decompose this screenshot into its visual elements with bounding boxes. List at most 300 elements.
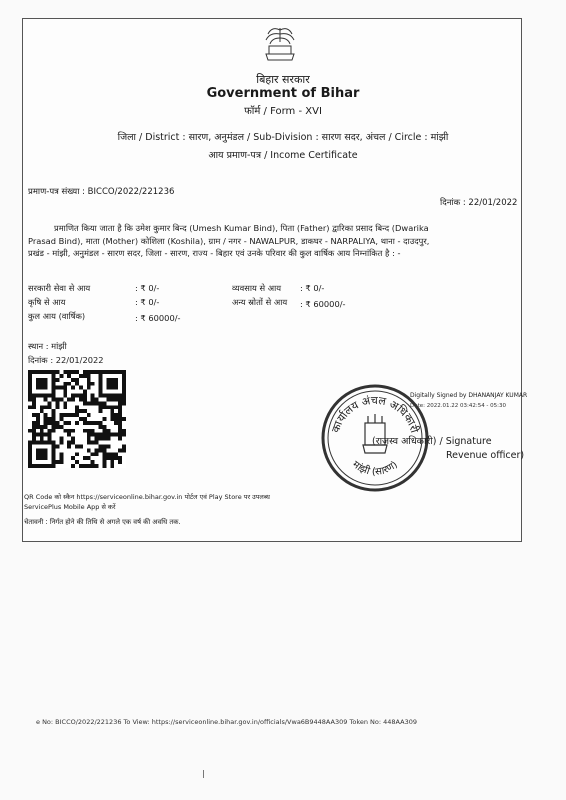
- qr-module: [106, 452, 110, 456]
- seal-bottom-text: मांझी (सारण): [350, 459, 400, 478]
- qr-module: [67, 382, 71, 386]
- total-income-value: : ₹ 60000/-: [135, 313, 181, 323]
- qr-module: [91, 421, 95, 425]
- qr-module: [63, 429, 67, 433]
- qr-module: [67, 441, 71, 445]
- qr-module: [99, 394, 103, 398]
- qr-module: [110, 370, 114, 374]
- qr-module: [67, 433, 71, 437]
- qr-module: [91, 401, 95, 405]
- qr-module: [99, 382, 103, 386]
- qr-module: [44, 456, 48, 460]
- qr-module: [91, 382, 95, 386]
- qr-module: [55, 405, 59, 409]
- qr-module: [52, 452, 56, 456]
- qr-module: [122, 374, 126, 378]
- body-line: Prasad Bind), माता (Mother) कोशिला (Koshila), ग्राम / नगर - NAWALPUR, डाकघर - NARPALIYA, थाना - दाउदपुर,: [28, 235, 430, 246]
- qr-module: [110, 397, 114, 401]
- qr-module: [67, 421, 71, 425]
- qr-module: [32, 441, 36, 445]
- qr-module: [91, 433, 95, 437]
- qr-module: [40, 394, 44, 398]
- qr-module: [106, 405, 110, 409]
- qr-module: [52, 417, 56, 421]
- qr-module: [87, 386, 91, 390]
- qr-module: [36, 464, 40, 468]
- qr-module: [99, 370, 103, 374]
- qr-module: [48, 441, 52, 445]
- qr-module: [28, 386, 32, 390]
- qr-module: [106, 386, 110, 390]
- qr-module: [40, 386, 44, 390]
- qr-module: [75, 444, 79, 448]
- qr-module: [79, 397, 83, 401]
- qr-module: [52, 374, 56, 378]
- qr-module: [40, 378, 44, 382]
- qr-module: [75, 405, 79, 409]
- qr-module: [99, 444, 103, 448]
- qr-module: [99, 437, 103, 441]
- qr-module: [40, 456, 44, 460]
- qr-module: [52, 394, 56, 398]
- other-income-label: अन्य स्रोतों से आय: [232, 297, 288, 307]
- qr-module: [48, 405, 52, 409]
- qr-module: [87, 401, 91, 405]
- scan-mark: [203, 770, 204, 778]
- qr-module: [36, 417, 40, 421]
- qr-module: [122, 382, 126, 386]
- govt-income-value: : ₹ 0/-: [135, 283, 160, 293]
- qr-module: [59, 386, 63, 390]
- qr-module: [40, 409, 44, 413]
- qr-module: [75, 452, 79, 456]
- qr-module: [44, 448, 48, 452]
- qr-module: [102, 394, 106, 398]
- qr-module: [28, 405, 32, 409]
- qr-module: [44, 464, 48, 468]
- qr-module: [83, 394, 87, 398]
- seal-top-text: कार्यालय अंचल अधिकारी: [328, 393, 421, 435]
- qr-module: [63, 394, 67, 398]
- qr-module: [87, 464, 91, 468]
- qr-module: [118, 409, 122, 413]
- qr-module: [83, 374, 87, 378]
- qr-module: [118, 401, 122, 405]
- qr-module: [106, 382, 110, 386]
- qr-module: [87, 433, 91, 437]
- qr-module: [44, 370, 48, 374]
- qr-module: [95, 441, 99, 445]
- qr-module: [110, 433, 114, 437]
- qr-module: [52, 390, 56, 394]
- qr-module: [83, 397, 87, 401]
- qr-module: [52, 409, 56, 413]
- qr-module: [102, 437, 106, 441]
- qr-module: [67, 374, 71, 378]
- state-name-hindi: बिहार सरकार: [256, 73, 310, 86]
- qr-module: [75, 460, 79, 464]
- qr-module: [67, 397, 71, 401]
- qr-module: [99, 401, 103, 405]
- qr-module: [71, 429, 75, 433]
- qr-module: [79, 374, 83, 378]
- qr-module: [59, 460, 63, 464]
- qr-module: [32, 437, 36, 441]
- qr-module: [63, 382, 67, 386]
- qr-module: [122, 370, 126, 374]
- qr-module: [102, 456, 106, 460]
- qr-module: [63, 401, 67, 405]
- verification-footer: e No: BICCO/2022/221236 To View: https://serviceonline.bihar.gov.in/officials/Vwa6B9448AA309 Token No: 448AA309: [36, 718, 418, 726]
- qr-module: [36, 370, 40, 374]
- qr-module: [63, 413, 67, 417]
- qr-module: [32, 405, 36, 409]
- qr-module: [87, 456, 91, 460]
- qr-module: [95, 397, 99, 401]
- qr-module: [106, 433, 110, 437]
- qr-module: [44, 425, 48, 429]
- qr-module: [71, 456, 75, 460]
- qr-module: [95, 433, 99, 437]
- jurisdiction-line: जिला / District : सारण, अनुमंडल / Sub-Division : सारण सदर, अंचल / Circle : मांझी: [117, 132, 449, 143]
- qr-module: [75, 370, 79, 374]
- qr-module: [52, 448, 56, 452]
- qr-module: [32, 464, 36, 468]
- qr-module: [71, 386, 75, 390]
- qr-module: [99, 433, 103, 437]
- qr-module: [114, 421, 118, 425]
- qr-module: [32, 397, 36, 401]
- qr-module: [106, 444, 110, 448]
- qr-module: [118, 413, 122, 417]
- qr-module: [118, 460, 122, 464]
- qr-module: [75, 421, 79, 425]
- qr-module: [52, 429, 56, 433]
- qr-note-line: QR Code को स्कैन https://serviceonline.bihar.gov.in पोर्टल एवं Play Store पर उपलब्ध: [24, 493, 270, 501]
- qr-module: [87, 413, 91, 417]
- qr-module: [44, 386, 48, 390]
- qr-module: [52, 425, 56, 429]
- qr-module: [28, 441, 32, 445]
- qr-module: [40, 382, 44, 386]
- qr-module: [95, 401, 99, 405]
- qr-module: [91, 452, 95, 456]
- qr-module: [28, 448, 32, 452]
- qr-module: [118, 448, 122, 452]
- form-number: फॉर्म / Form - XVI: [244, 106, 322, 117]
- qr-module: [106, 378, 110, 382]
- digital-signature-date: Date: 2022.01.22 03:42:54 - 05:30: [410, 403, 507, 409]
- qr-module: [63, 421, 67, 425]
- signatory-role: (राजस्व अधिकारी) / Signature: [372, 436, 492, 447]
- qr-module: [71, 441, 75, 445]
- qr-module: [99, 390, 103, 394]
- qr-module: [83, 401, 87, 405]
- qr-module: [118, 417, 122, 421]
- qr-module: [32, 401, 36, 405]
- qr-module: [44, 452, 48, 456]
- qr-module: [40, 405, 44, 409]
- qr-module: [110, 382, 114, 386]
- qr-module: [95, 448, 99, 452]
- qr-module: [28, 429, 32, 433]
- qr-module: [102, 464, 106, 468]
- qr-module: [40, 433, 44, 437]
- qr-module: [102, 405, 106, 409]
- qr-module: [118, 425, 122, 429]
- qr-module: [55, 397, 59, 401]
- qr-module: [114, 433, 118, 437]
- state-name-english: Government of Bihar: [206, 86, 360, 101]
- qr-module: [28, 456, 32, 460]
- qr-module: [59, 397, 63, 401]
- qr-module: [52, 421, 56, 425]
- qr-module: [110, 464, 114, 468]
- qr-module: [44, 417, 48, 421]
- qr-module: [44, 394, 48, 398]
- qr-module: [87, 448, 91, 452]
- qr-module: [114, 394, 118, 398]
- qr-module: [122, 417, 126, 421]
- agri-income-value: : ₹ 0/-: [135, 297, 160, 307]
- agri-income-label: कृषि से आय: [28, 297, 66, 307]
- qr-module: [32, 421, 36, 425]
- qr-module: [99, 374, 103, 378]
- qr-module: [95, 421, 99, 425]
- qr-module: [52, 460, 56, 464]
- qr-module: [79, 464, 83, 468]
- certificate-body: [28, 222, 516, 260]
- qr-module: [59, 441, 63, 445]
- qr-module: [91, 394, 95, 398]
- qr-module: [87, 437, 91, 441]
- qr-module: [59, 374, 63, 378]
- qr-module: [52, 464, 56, 468]
- qr-module: [95, 452, 99, 456]
- qr-module: [28, 394, 32, 398]
- qr-module: [122, 386, 126, 390]
- qr-module: [83, 456, 87, 460]
- digital-signature-name: Digitally Signed by DHANANJAY KUMAR: [410, 392, 528, 399]
- qr-module: [40, 437, 44, 441]
- body-line: प्रखंड - मांझी, अनुमंडल - सारण सदर, जिला - सारण, राज्य - बिहार एवं उनके परिवार की कुल वार्षिक आय निम्नांकित है : -: [28, 248, 401, 258]
- qr-module: [102, 460, 106, 464]
- qr-module: [110, 417, 114, 421]
- qr-module: [55, 425, 59, 429]
- qr-module: [122, 378, 126, 382]
- qr-module: [110, 456, 114, 460]
- qr-module: [40, 448, 44, 452]
- qr-module: [114, 386, 118, 390]
- qr-module: [32, 433, 36, 437]
- qr-module: [118, 456, 122, 460]
- qr-module: [36, 382, 40, 386]
- qr-module: [110, 405, 114, 409]
- qr-module: [110, 386, 114, 390]
- qr-module: [75, 378, 79, 382]
- qr-module: [32, 425, 36, 429]
- qr-module: [99, 405, 103, 409]
- qr-module: [28, 374, 32, 378]
- qr-module: [59, 456, 63, 460]
- qr-module: [122, 433, 126, 437]
- qr-module: [114, 413, 118, 417]
- qr-module: [79, 409, 83, 413]
- qr-module: [118, 394, 122, 398]
- qr-module: [102, 401, 106, 405]
- qr-module: [118, 429, 122, 433]
- qr-module: [32, 394, 36, 398]
- qr-module: [44, 433, 48, 437]
- qr-module: [102, 370, 106, 374]
- qr-module: [110, 413, 114, 417]
- qr-module: [71, 464, 75, 468]
- qr-module: [52, 413, 56, 417]
- qr-module: [55, 386, 59, 390]
- qr-module: [63, 390, 67, 394]
- qr-module: [40, 464, 44, 468]
- qr-module: [114, 405, 118, 409]
- qr-module: [28, 378, 32, 382]
- qr-module: [87, 370, 91, 374]
- qr-module: [102, 433, 106, 437]
- qr-module: [48, 394, 52, 398]
- qr-instructions: [24, 492, 324, 512]
- total-income-label: कुल आय (वार्षिक): [28, 311, 86, 321]
- qr-module: [114, 370, 118, 374]
- qr-module: [110, 378, 114, 382]
- qr-module: [110, 460, 114, 464]
- qr-module: [79, 417, 83, 421]
- qr-module: [102, 425, 106, 429]
- qr-module: [95, 464, 99, 468]
- qr-module: [44, 413, 48, 417]
- qr-module: [122, 429, 126, 433]
- qr-module: [28, 397, 32, 401]
- body-line: प्रमाणित किया जाता है कि उमेश कुमार बिन्द (Umesh Kumar Bind), पिता (Father) द्वारिका प्रसाद बिन्द (Dwarika: [54, 223, 429, 233]
- qr-module: [83, 421, 87, 425]
- qr-module: [48, 370, 52, 374]
- qr-module: [95, 370, 99, 374]
- qr-module: [36, 413, 40, 417]
- qr-module: [122, 444, 126, 448]
- qr-module: [48, 437, 52, 441]
- qr-module: [75, 409, 79, 413]
- qr-module: [122, 394, 126, 398]
- qr-module: [52, 397, 56, 401]
- qr-module: [67, 444, 71, 448]
- qr-module: [67, 429, 71, 433]
- qr-module: [71, 437, 75, 441]
- qr-module: [48, 421, 52, 425]
- certificate-title: आय प्रमाण-पत्र / Income Certificate: [208, 150, 358, 161]
- business-income-label: व्यवसाय से आय: [232, 283, 282, 293]
- qr-module: [106, 394, 110, 398]
- qr-module: [87, 378, 91, 382]
- qr-module: [36, 441, 40, 445]
- state-emblem-icon: [260, 24, 300, 62]
- qr-module: [44, 405, 48, 409]
- qr-module: [36, 448, 40, 452]
- qr-module: [102, 417, 106, 421]
- qr-module: [40, 452, 44, 456]
- qr-module: [59, 425, 63, 429]
- qr-module: [122, 448, 126, 452]
- qr-module: [52, 370, 56, 374]
- qr-module: [87, 374, 91, 378]
- qr-module: [87, 441, 91, 445]
- qr-module: [28, 452, 32, 456]
- issue-date: दिनांक : 22/01/2022: [440, 198, 518, 208]
- qr-module: [102, 444, 106, 448]
- other-income-value: : ₹ 60000/-: [300, 299, 346, 309]
- qr-module: [52, 441, 56, 445]
- qr-module: [44, 382, 48, 386]
- qr-module: [106, 370, 110, 374]
- qr-module: [87, 421, 91, 425]
- qr-module: [99, 448, 103, 452]
- qr-module: [63, 370, 67, 374]
- qr-module: [63, 405, 67, 409]
- qr-module: [71, 394, 75, 398]
- qr-module: [79, 444, 83, 448]
- qr-module: [28, 390, 32, 394]
- qr-module: [52, 386, 56, 390]
- qr-module: [79, 394, 83, 398]
- qr-module: [110, 394, 114, 398]
- qr-module: [48, 429, 52, 433]
- qr-module: [91, 441, 95, 445]
- qr-module: [110, 452, 114, 456]
- qr-module: [118, 370, 122, 374]
- qr-module: [114, 417, 118, 421]
- qr-module: [114, 382, 118, 386]
- qr-module: [122, 390, 126, 394]
- qr-module: [71, 413, 75, 417]
- qr-module: [114, 456, 118, 460]
- qr-module: [44, 421, 48, 425]
- qr-module: [55, 370, 59, 374]
- qr-module: [118, 437, 122, 441]
- qr-module: [83, 370, 87, 374]
- qr-module: [114, 452, 118, 456]
- qr-module: [75, 413, 79, 417]
- qr-module: [48, 433, 52, 437]
- qr-module: [28, 464, 32, 468]
- qr-module: [28, 382, 32, 386]
- validity-note: चेतावनी : निर्गत होने की तिथि से अगले एक वर्ष की अवधि तक.: [24, 518, 181, 526]
- qr-module: [36, 378, 40, 382]
- qr-module: [99, 386, 103, 390]
- qr-module: [83, 417, 87, 421]
- qr-module: [28, 370, 32, 374]
- qr-module: [59, 452, 63, 456]
- qr-module: [36, 433, 40, 437]
- qr-module: [52, 456, 56, 460]
- signatory-role-english: Revenue officer): [446, 450, 525, 461]
- qr-module: [36, 452, 40, 456]
- qr-module: [87, 429, 91, 433]
- qr-module: [118, 433, 122, 437]
- qr-module: [118, 421, 122, 425]
- qr-module: [32, 413, 36, 417]
- qr-module: [55, 460, 59, 464]
- qr-module: [55, 444, 59, 448]
- qr-module: [44, 441, 48, 445]
- qr-module: [48, 417, 52, 421]
- qr-module: [59, 417, 63, 421]
- qr-module: [40, 425, 44, 429]
